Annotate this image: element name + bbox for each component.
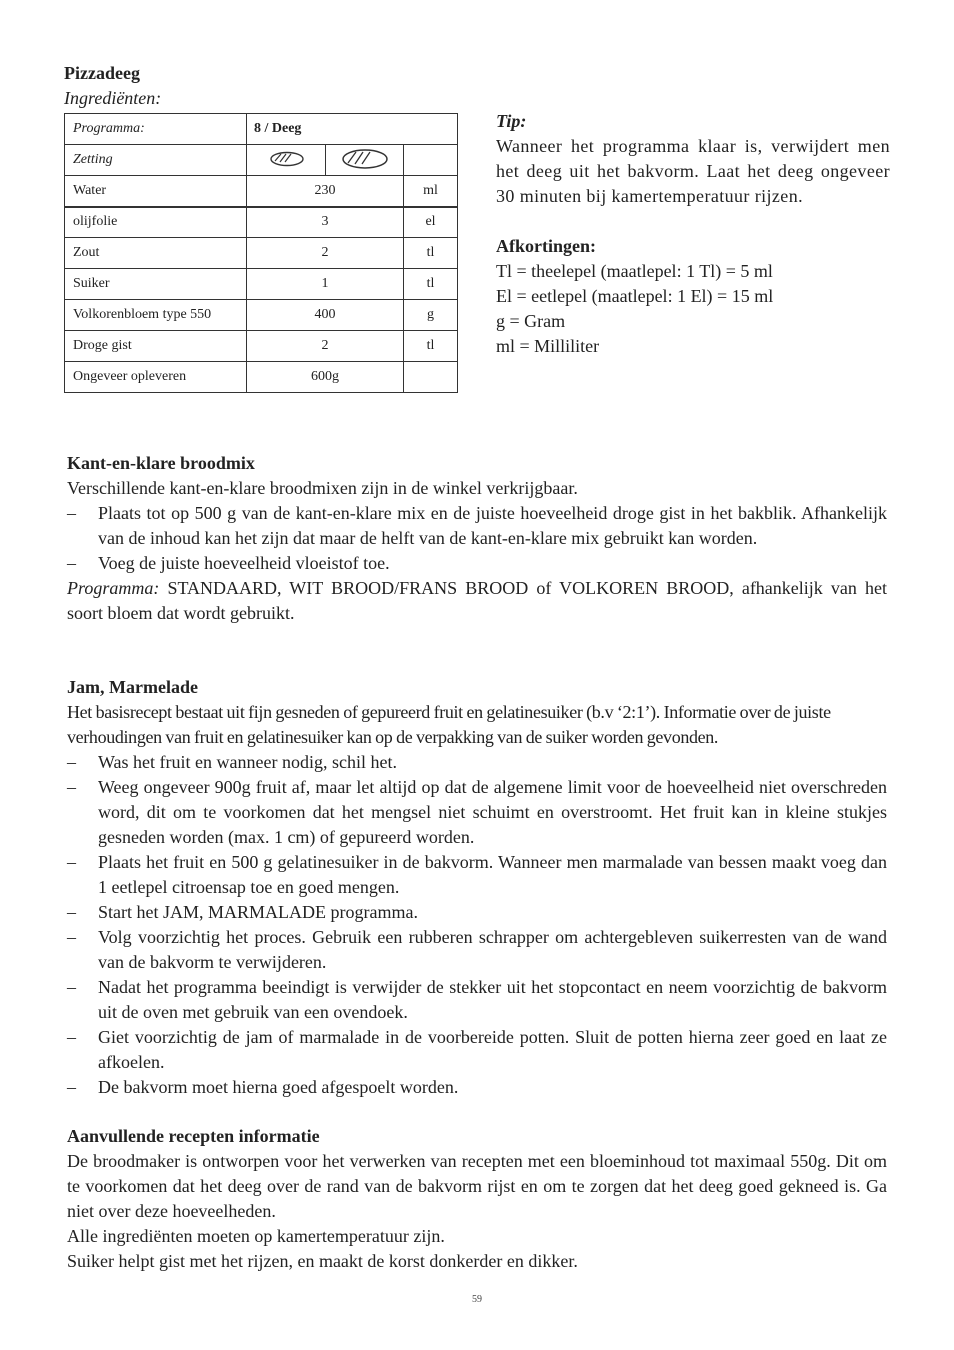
jam-section (67, 675, 887, 1100)
list-item-text: Voeg de juiste hoeveelheid vloeistof toe. (98, 553, 390, 573)
setting-empty-cell (404, 145, 458, 176)
large-bread-icon (338, 146, 390, 170)
list-item-text: Weeg ongeveer 900g fruit af, maar let altijd op dat de algemene limit voor de hoeveelheid niet overschreden word, dit om te voorkomen dat het mengsel niet schuimt en overstroomt. Het fruit kan in kleine stukjes gesneden worden (max. 1 cm) of gepureerd worden. (98, 777, 887, 847)
dash: – (67, 902, 76, 922)
extra-info-line: Alle ingrediënten moeten op kamertemperatuur zijn. (67, 1226, 445, 1246)
program-text: STANDAARD, WIT BROOD/FRANS BROOD of VOLKOREN BROOD, afhankelijk van het soort bloem dat wordt gebruikt. (67, 578, 887, 623)
broodmix-heading: Kant-en-klare broodmix (67, 453, 255, 473)
table-row (65, 114, 458, 145)
ingredient-unit: g (404, 300, 458, 331)
abbreviation-line: g = Gram (496, 311, 566, 331)
list-item-text: Start het JAM, MARMALADE programma. (98, 902, 418, 922)
setting-small-cell (247, 145, 326, 176)
table-row (65, 207, 458, 238)
list-item-text: De bakvorm moet hierna goed afgespoelt worden. (98, 1077, 459, 1097)
jam-intro: Het basisrecept bestaat uit fijn gesneden of gepureerd fruit en gelatinesuiker (b.v ‘2:1’). Informatie over de juiste verhoudingen van fruit en gelatinesuiker kan op de verpakking van de suiker worden gevonden. (67, 702, 831, 747)
small-bread-icon (267, 149, 305, 167)
program-label: Programma: (67, 578, 160, 598)
ingredient-name: Zout (65, 238, 247, 269)
page-number: 59 (472, 1294, 482, 1305)
ingredient-amount: 230 (247, 176, 404, 207)
ingredient-amount: 600g (247, 362, 404, 393)
ingredient-unit: tl (404, 238, 458, 269)
dash: – (67, 553, 76, 573)
table-row (65, 176, 458, 207)
list-item-text: Was het fruit en wanneer nodig, schil het. (98, 752, 397, 772)
abbreviations-heading: Afkortingen: (496, 236, 596, 256)
list-item (67, 850, 887, 900)
broodmix-section (67, 451, 887, 626)
setting-label: Zetting (65, 145, 247, 176)
dash: – (67, 977, 76, 997)
pizza-recipe-table (64, 113, 458, 393)
abbreviation-line: ml = Milliliter (496, 336, 600, 356)
pizza-title: Pizzadeeg (64, 63, 140, 83)
extra-info-paragraph: De broodmaker is ontworpen voor het verwerken van recepten met een bloeminhoud tot maximaal 550g. Dit om te voorkomen dat het deeg over de rand van de bakvorm rijst en om te zorgen dat het deeg goed gekneed is. Ga niet over deze hoeveelheden. (67, 1151, 887, 1221)
ingredient-name: olijfolie (65, 207, 247, 238)
program-value: 8 / Deeg (247, 114, 458, 145)
list-item (67, 1075, 887, 1100)
list-item-text: Plaats het fruit en 500 g gelatinesuiker in de bakvorm. Wanneer men marmalade van bessen maakt voeg dan 1 eetlepel citroensap toe en goed mengen. (98, 852, 887, 897)
ingredient-amount: 400 (247, 300, 404, 331)
tip-heading: Tip: (496, 111, 527, 131)
ingredient-unit: el (404, 207, 458, 238)
list-item (67, 900, 887, 925)
list-item-text: Giet voorzichtig de jam of marmalade in de voorbereide potten. Sluit de potten hierna zeer goed en laat ze afkoelen. (98, 1027, 887, 1072)
list-item-text: Plaats tot op 500 g van de kant-en-klare mix en de juiste hoeveelheid droge gist in het bakblik. Afhankelijk van de inhoud kan het zijn dat maar de helft van de kant-en-klare mix gebruikt kan worden. (98, 503, 887, 548)
table-row (65, 362, 458, 393)
ingredient-unit: ml (404, 176, 458, 207)
table-row (65, 145, 458, 176)
ingredient-amount: 1 (247, 269, 404, 300)
table-row (65, 331, 458, 362)
program-label: Programma: (65, 114, 247, 145)
list-item (67, 1025, 887, 1075)
dash: – (67, 752, 76, 772)
list-item-text: Volg voorzichtig het proces. Gebruik een rubberen schrapper om achtergebleven suikerresten van de wand van de bakvorm te verwijderen. (98, 927, 887, 972)
ingredient-name: Volkorenbloem type 550 (65, 300, 247, 331)
table-row (65, 238, 458, 269)
ingredient-name: Water (65, 176, 247, 207)
dash: – (67, 1077, 76, 1097)
tip-text: Wanneer het programma klaar is, verwijdert men het deeg uit het bakvorm. Laat het deeg ongeveer 30 minuten bij kamertemperatuur rijzen. (496, 136, 890, 206)
jam-heading: Jam, Marmelade (67, 677, 198, 697)
ingredient-amount: 2 (247, 331, 404, 362)
list-item (67, 925, 887, 975)
ingredient-amount: 3 (247, 207, 404, 238)
ingredient-name: Suiker (65, 269, 247, 300)
abbreviation-line: El = eetlepel (maatlepel: 1 El) = 15 ml (496, 286, 774, 306)
list-item (67, 975, 887, 1025)
ingredient-amount: 2 (247, 238, 404, 269)
extra-info-section (67, 1124, 887, 1274)
list-item-text: Nadat het programma beeindigt is verwijder de stekker uit het stopcontact en neem voorzichtig de bakvorm uit de oven met gebruik van een ovendoek. (98, 977, 887, 1022)
ingredient-name: Droge gist (65, 331, 247, 362)
extra-info-heading: Aanvullende recepten informatie (67, 1126, 320, 1146)
table-row (65, 269, 458, 300)
pizza-ingredients-label: Ingrediënten: (64, 88, 162, 108)
ingredient-unit: tl (404, 331, 458, 362)
setting-large-cell (325, 145, 404, 176)
dash: – (67, 777, 76, 797)
ingredient-unit (404, 362, 458, 393)
ingredient-unit: tl (404, 269, 458, 300)
list-item (67, 775, 887, 850)
dash: – (67, 503, 76, 523)
list-item (67, 551, 887, 576)
dash: – (67, 927, 76, 947)
list-item (67, 501, 887, 551)
list-item (67, 750, 887, 775)
ingredient-name: Ongeveer opleveren (65, 362, 247, 393)
extra-info-line: Suiker helpt gist met het rijzen, en maakt de korst donkerder en dikker. (67, 1251, 578, 1271)
dash: – (67, 852, 76, 872)
table-row (65, 300, 458, 331)
dash: – (67, 1027, 76, 1047)
tip-block (496, 109, 890, 359)
broodmix-intro: Verschillende kant-en-klare broodmixen zijn in de winkel verkrijgbaar. (67, 478, 578, 498)
broodmix-program (67, 576, 887, 626)
abbreviation-line: Tl = theelepel (maatlepel: 1 Tl) = 5 ml (496, 261, 773, 281)
